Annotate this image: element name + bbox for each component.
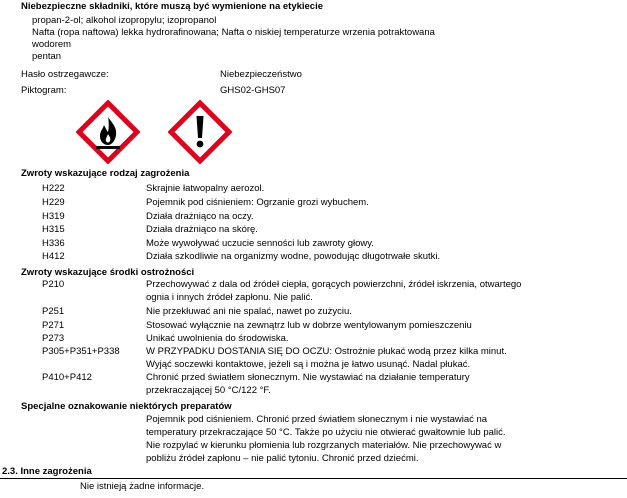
precaution-text: ognia i innych źródeł zapłonu. Nie palić. bbox=[146, 292, 313, 303]
hazard-code: H222 bbox=[42, 183, 65, 194]
hazardous-components-heading: Niebezpieczne składniki, które muszą być wymienione na etykiecie bbox=[21, 1, 324, 12]
hazard-code: H319 bbox=[42, 211, 65, 222]
signal-word-label: Hasło ostrzegawcze: bbox=[21, 69, 109, 80]
precaution-text: Chronić przed światłem słonecznym. Nie wystawiać na działanie temperatury bbox=[146, 372, 470, 383]
hazard-code: H336 bbox=[42, 238, 65, 249]
precaution-text: Przechowywać z dala od źródeł ciepła, gorących powierzchni, źródeł iskrzenia, otwartego bbox=[146, 279, 522, 290]
section-divider bbox=[0, 478, 627, 479]
hazard-text: Działa szkodliwie na organizmy wodne, powodując długotrwałe skutki. bbox=[146, 251, 441, 262]
hazard-text: Działa drażniąco na skórę. bbox=[146, 224, 258, 235]
precaution-code: P305+P351+P338 bbox=[42, 346, 120, 357]
precaution-code: P271 bbox=[42, 320, 65, 331]
precaution-text: Unikać uwolnienia do środowiska. bbox=[146, 333, 289, 344]
hazard-text: Pojemnik pod ciśnieniem: Ogrzanie grozi wybuchem. bbox=[146, 197, 369, 208]
hazard-code: H229 bbox=[42, 197, 65, 208]
section-heading: 2.3. Inne zagrożenia bbox=[2, 466, 92, 477]
hazard-code: H315 bbox=[42, 224, 65, 235]
other-hazards-text: Nie istnieją żadne informacje. bbox=[80, 481, 205, 492]
precaution-code: P251 bbox=[42, 306, 65, 317]
hazard-code: H412 bbox=[42, 251, 65, 262]
special-labelling-line: pobliżu źródeł zapłonu – nie palić tytoniu. Chronić przed dziećmi. bbox=[146, 453, 419, 464]
special-labelling-heading: Specjalne oznakowanie niektórych preparatów bbox=[21, 401, 232, 412]
precaution-text: Stosować wyłącznie na zewnątrz lub w dobrze wentylowanym pomieszczeniu bbox=[146, 320, 472, 331]
precaution-text: Wyjąć soczewki kontaktowe, jeżeli są i można je łatwo usunąć. Nadal płukać. bbox=[146, 359, 471, 370]
precaution-text: W PRZYPADKU DOSTANIA SIĘ DO OCZU: Ostrożnie płukać wodą przez kilka minut. bbox=[146, 346, 507, 357]
flame-icon bbox=[76, 100, 140, 164]
component-line: Nafta (ropa naftowa) lekka hydrorafinowana; Nafta o niskiej temperaturze wrzenia potraktowana bbox=[32, 27, 435, 38]
precaution-code: P410+P412 bbox=[42, 372, 92, 383]
precautionary-statements-heading: Zwroty wskazujące środki ostrożności bbox=[21, 267, 195, 278]
precaution-text: przekraczającej 50 °C/122 °F. bbox=[146, 385, 271, 396]
hazard-text: Skrajnie łatwopalny aerozol. bbox=[146, 183, 265, 194]
signal-word-value: Niebezpieczeństwo bbox=[220, 69, 302, 80]
component-line: pentan bbox=[32, 51, 62, 62]
component-line: propan-2-ol; alkohol izopropylu; izopropanol bbox=[32, 15, 217, 26]
precaution-code: P210 bbox=[42, 279, 65, 290]
exclamation-mark-icon bbox=[168, 100, 232, 164]
precaution-code: P273 bbox=[42, 333, 65, 344]
hazard-text: Może wywoływać uczucie senności lub zawroty głowy. bbox=[146, 238, 374, 249]
precaution-text: Nie przekłuwać ani nie spalać, nawet po zużyciu. bbox=[146, 306, 352, 317]
component-line: wodorem bbox=[32, 39, 72, 50]
hazard-text: Działa drażniąco na oczy. bbox=[146, 211, 254, 222]
hazard-statements-heading: Zwroty wskazujące rodzaj zagrożenia bbox=[21, 168, 190, 179]
pictogram-label: Piktogram: bbox=[21, 85, 67, 96]
pictogram-value: GHS02-GHS07 bbox=[220, 85, 286, 96]
special-labelling-line: temperatury przekraczające 50 °C. Także po użyciu nie otwierać gwałtownie lub palić. bbox=[146, 427, 506, 438]
special-labelling-line: Nie rozpylać w kierunku płomienia lub rozgrzanych materiałów. Nie przechowywać w bbox=[146, 440, 502, 451]
special-labelling-line: Pojemnik pod ciśnieniem. Chronić przed światłem słonecznym i nie wystawiać na bbox=[146, 414, 488, 425]
